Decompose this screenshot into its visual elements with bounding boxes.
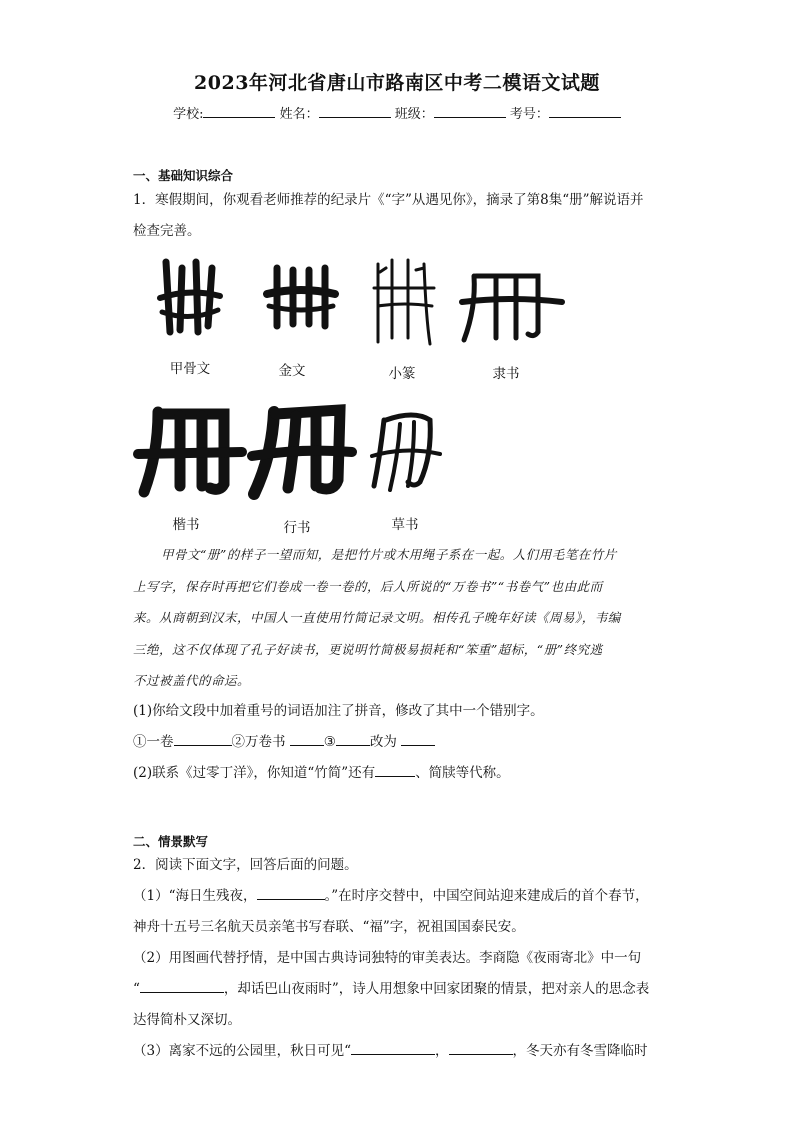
caption-lishu: 隶书 — [492, 366, 520, 382]
answer-blank-9[interactable] — [449, 1040, 513, 1055]
caption-xiaozhuan: 小篆 — [388, 366, 416, 382]
caption-caoshu: 草书 — [391, 517, 419, 533]
subquestion-1-text: (1)你给文段中加着重号的词语加注了拼音，修改了其中一个错别字。 — [133, 703, 544, 719]
q2-part1-line1 — [133, 881, 663, 912]
subquestion-2-suffix: 、简牍等代称。 — [415, 765, 510, 781]
answer-blank-6[interactable] — [257, 885, 325, 900]
correction-label: 改为 — [369, 734, 397, 750]
student-info-line — [0, 103, 794, 122]
passage-line-3: 来。从商朝到汉末，中国人一直使用竹简记录文明。相传孔子晚年好读《周易》，韦编 — [133, 610, 621, 625]
subquestion-2-text — [133, 758, 663, 789]
subquestion-1-blanks — [133, 727, 663, 758]
subquestion-1 — [133, 696, 663, 789]
blank-2-label: ②万卷书 — [231, 734, 286, 750]
number-blank[interactable] — [549, 105, 621, 118]
xiaozhuan-ce-image — [372, 258, 436, 348]
passage-line-5: 不过被盖代的命运。 — [133, 673, 251, 688]
caption-xingshu: 行书 — [283, 520, 311, 536]
q2-part2-quote: “ — [133, 981, 140, 997]
class-label: 班级： — [394, 107, 434, 122]
answer-blank-7[interactable] — [140, 978, 224, 993]
caption-jinwen: 金文 — [278, 363, 306, 379]
answer-blank-5[interactable] — [375, 762, 415, 777]
school-label: 学校: — [173, 107, 204, 122]
subquestion-2-prefix: (2)联系《过零丁洋》，你知道“竹简”还有 — [133, 765, 376, 781]
passage-line-2: 上写字，保存时再把它们卷成一卷一卷的，后人所说的“万卷书”“书卷气”也由此而 — [133, 578, 603, 594]
answer-blank-8[interactable] — [351, 1040, 435, 1055]
lishu-ce-image — [460, 268, 564, 344]
handwritten-passage — [133, 539, 663, 697]
answer-blank-4[interactable] — [401, 731, 435, 746]
question-2-stem: 2．阅读下面文字，回答后面的问题。 — [133, 857, 358, 873]
jinwen-ce-image — [265, 264, 337, 330]
caption-kaishu: 楷书 — [172, 517, 200, 533]
xingshu-ce-image — [248, 402, 354, 498]
q2-part2-line1: （2）用图画代替抒情，是中国古典诗词独特的审美表达。李商隐《夜雨寄北》中一句 — [133, 950, 642, 966]
q2-part1-prefix: （1）“海日生残夜， — [133, 888, 257, 904]
caoshu-ce-image — [370, 406, 442, 496]
answer-blank-2[interactable] — [290, 731, 324, 746]
name-blank[interactable] — [319, 105, 391, 118]
blank-1-label: ①一卷 — [133, 734, 174, 750]
question-1-line-2: 检查完善。 — [133, 223, 201, 239]
q2-part3-comma: ， — [435, 1043, 449, 1059]
passage-line-4: 三绝，这不仅体现了孔子好读书，更说明竹简极易损耗和“笨重”超标，“册”终究逃 — [133, 641, 603, 657]
answer-blank-3[interactable] — [336, 731, 370, 746]
section-heading-basic: 一、基础知识综合 — [133, 168, 234, 183]
q2-part2-suffix: ，却话巴山夜雨时”，诗人用想象中回家团聚的情景，把对亲人的思念表 — [223, 981, 650, 997]
section-heading-recitation: 二、情景默写 — [133, 834, 209, 849]
school-blank[interactable] — [203, 105, 275, 118]
q2-part2-line2 — [133, 974, 663, 1005]
class-blank[interactable] — [434, 105, 506, 118]
q2-part3-suffix: ，冬天亦有冬雪降临时 — [512, 1043, 648, 1059]
question-1-stem — [133, 185, 663, 247]
name-label: 姓名： — [279, 107, 319, 122]
q2-part1-suffix: 。”在时序交替中，中国空间站迎来建成后的首个春节， — [324, 888, 649, 904]
kaishu-ce-image — [136, 404, 244, 496]
q2-part1-line2: 神舟十五号三名航天员亲笔书写春联、“福”字，祝祖国国泰民安。 — [133, 919, 525, 935]
number-label: 考号： — [509, 107, 549, 122]
page-title: 2023年河北省唐山市路南区中考二模语文试题 — [194, 72, 600, 94]
caption-jiaguwen: 甲骨文 — [169, 361, 211, 377]
jiaguwen-ce-image — [158, 258, 222, 338]
answer-blank-1[interactable] — [174, 731, 232, 746]
passage-line-1: 甲骨文“册”的样子一望而知，是把竹片或木用绳子系在一起。人们用毛笔在竹片 — [161, 547, 617, 562]
question-2 — [133, 850, 663, 1067]
blank-3-label: ③ — [323, 734, 336, 750]
question-1-line-1: 1．寒假期间，你观看老师推荐的纪录片《“字”从遇见你》，摘录了第8集“册”解说语并 — [133, 192, 644, 208]
q2-part3-line1 — [133, 1036, 663, 1067]
q2-part2-line3: 达得简朴又深切。 — [133, 1012, 241, 1028]
q2-part3-prefix: （3）离家不远的公园里，秋日可见“ — [133, 1043, 351, 1059]
